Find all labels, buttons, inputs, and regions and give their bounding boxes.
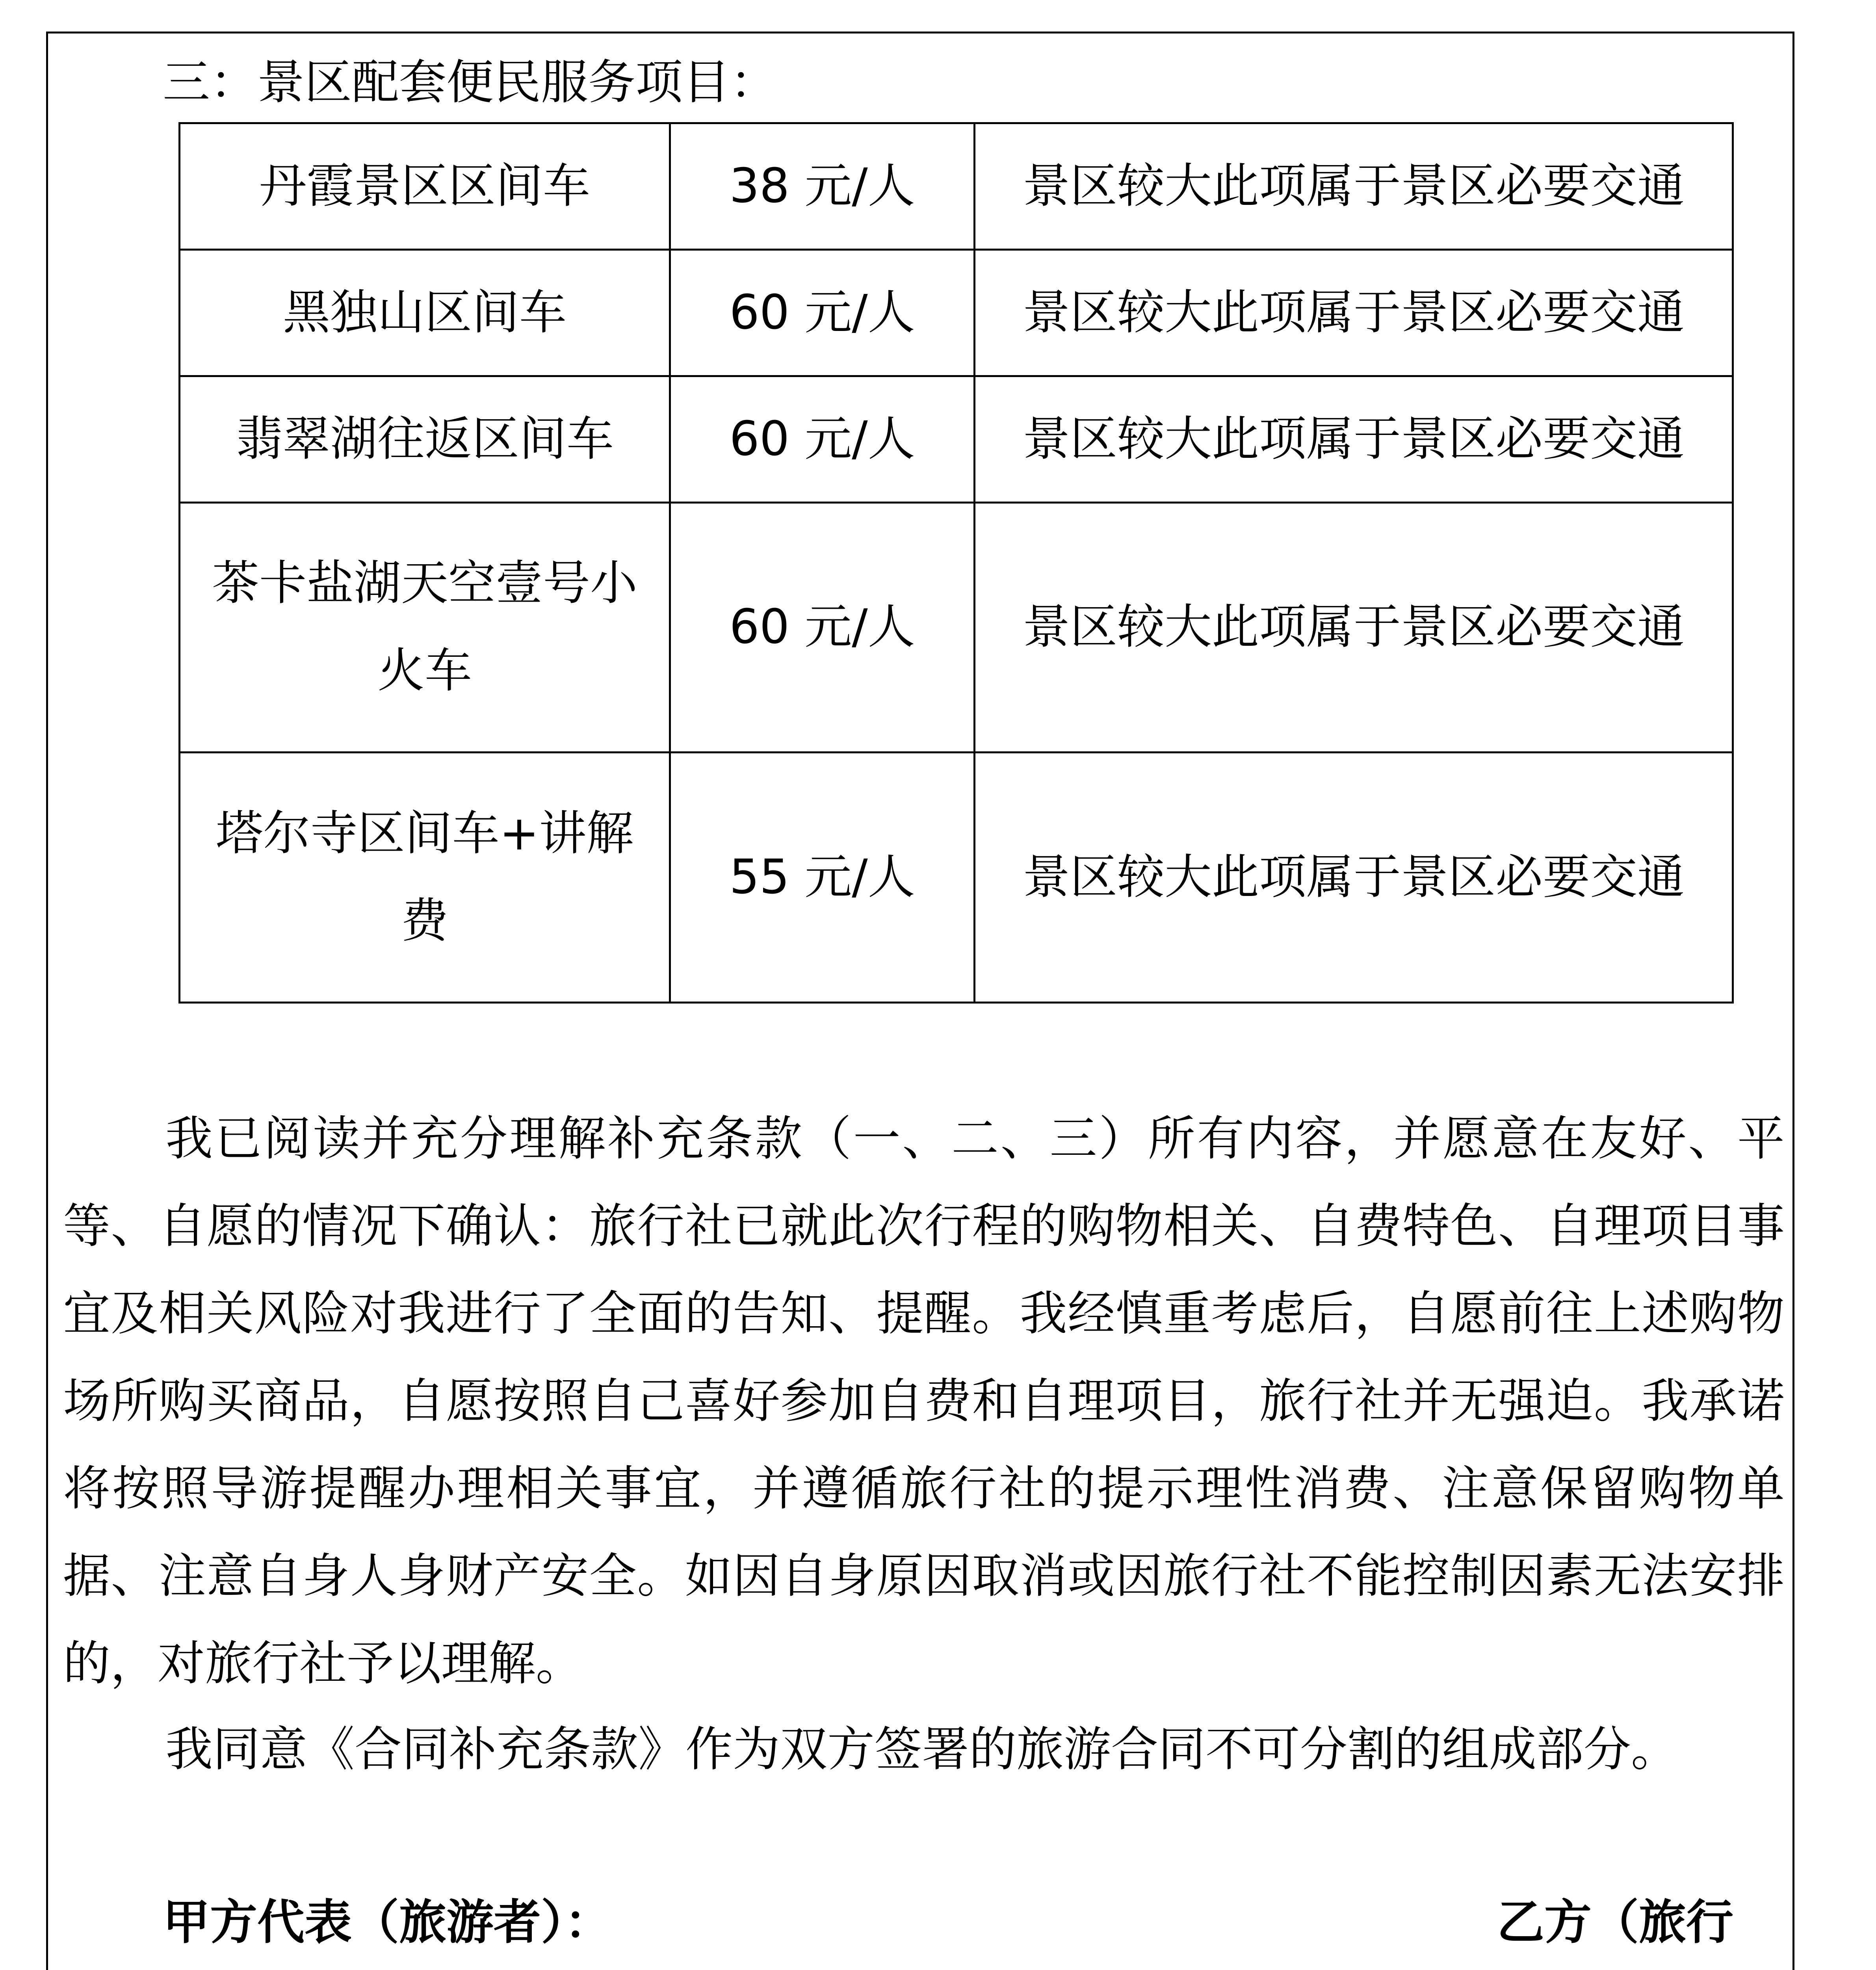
- service-name: 塔尔寺区间车+讲解费: [180, 753, 670, 1003]
- table-row: [180, 753, 1733, 1003]
- service-note: 景区较大此项属于景区必要交通: [975, 753, 1733, 1003]
- service-price: 60 元/人: [670, 249, 975, 376]
- table-row: [180, 376, 1733, 502]
- service-name: 茶卡盐湖天空壹号小火车: [180, 502, 670, 753]
- section-title: 三：景区配套便民服务项目：: [163, 55, 777, 110]
- service-name: 黑独山区间车: [180, 249, 670, 376]
- service-name: 丹霞景区区间车: [180, 123, 670, 250]
- party-a-label: 甲方代表（旅游者）：: [163, 1895, 612, 1950]
- service-price: 60 元/人: [670, 376, 975, 502]
- services-table: [178, 122, 1734, 1004]
- service-note: 景区较大此项属于景区必要交通: [975, 249, 1733, 376]
- table-row: [180, 123, 1733, 250]
- service-note: 景区较大此项属于景区必要交通: [975, 376, 1733, 502]
- service-note: 景区较大此项属于景区必要交通: [975, 502, 1733, 753]
- service-price: 55 元/人: [670, 753, 975, 1003]
- declaration-paragraph: 我已阅读并充分理解补充条款（一、二、三）所有内容，并愿意在友好、平等、自愿的情况下确认：旅行社已就此次行程的购物相关、自费特色、自理项目事宜及相关风险对我进行了全面的告知、提醒。我经慎重考虑后，自愿前往上述购物场所购买商品，自愿按照自己喜好参加自费和自理项目，旅行社并无强迫。我承诺将按照导游提醒办理相关事宜，并遵循旅行社的提示理性消费、注意保留购物单据、注意自身人身财产安全。如因自身原因取消或因旅行社不能控制因素无法安排的，对旅行社予以理解。: [63, 1111, 1785, 1691]
- agreement-paragraph: 我同意《合同补充条款》作为双方签署的旅游合同不可分割的组成部分。: [165, 1722, 1678, 1777]
- service-name: 翡翠湖往返区间车: [180, 376, 670, 502]
- party-b-label: 乙方（旅行: [1497, 1895, 1733, 1950]
- table-row: [180, 502, 1733, 753]
- service-note: 景区较大此项属于景区必要交通: [975, 123, 1733, 250]
- service-price: 38 元/人: [670, 123, 975, 250]
- table-row: [180, 249, 1733, 376]
- service-price: 60 元/人: [670, 502, 975, 753]
